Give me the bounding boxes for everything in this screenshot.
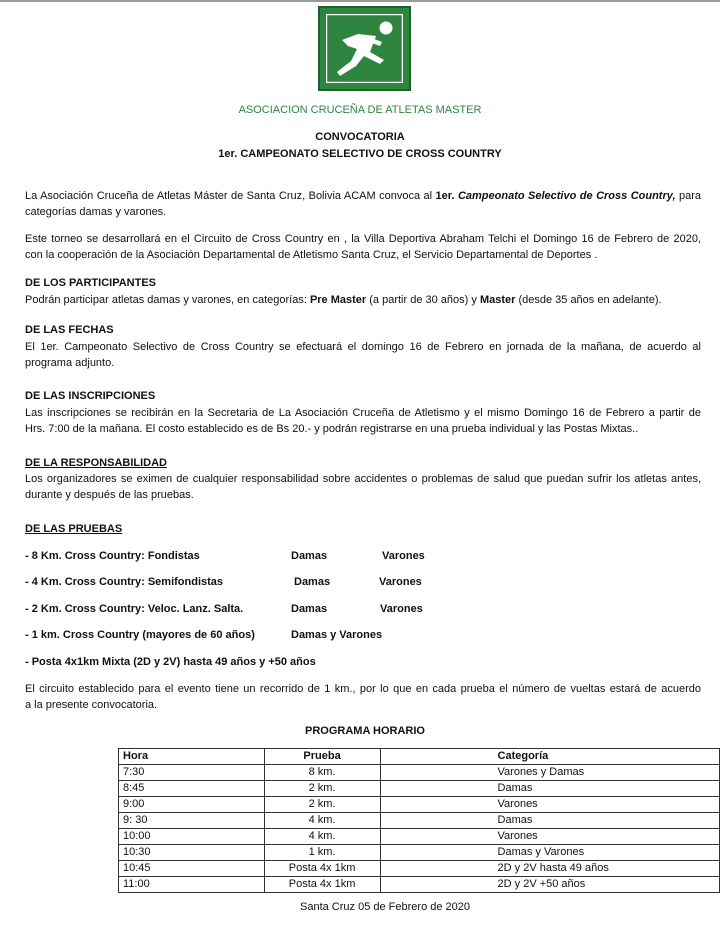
cell-hora: 9: 30 — [119, 813, 265, 829]
intro-line-1: La Asociación Cruceña de Atletas Máster de Santa Cruz, Bolivia ACAM convoca al 1er. Campeonato Selectivo de Cross Country, para — [25, 190, 701, 202]
venue-paragraph — [25, 231, 701, 263]
venue-line-1: Este torneo se desarrollará en el Circuito de Cross Country en , la Villa Deportiva Abraham Telchi el Domingo 16 de Febrero de 2020, — [25, 233, 701, 245]
inscripciones-line-1: Las inscripciones se recibirán en la Secretaria de La Asociación Cruceña de Atletismo y el mismo Domingo 16 de Febrero a partir de — [25, 407, 701, 419]
cell-prueba: 4 km. — [264, 829, 380, 845]
column-header-prueba: Prueba — [264, 749, 380, 765]
table-header-row — [119, 749, 720, 765]
inscripciones-paragraph — [25, 405, 701, 437]
cell-hora: 11:00 — [119, 877, 265, 893]
cell-hora: 8:45 — [119, 781, 265, 797]
table-row — [119, 829, 720, 845]
fechas-heading: DE LAS FECHAS — [25, 324, 114, 336]
doc-title: CONVOCATORIA — [315, 131, 405, 143]
prueba-cat-damas: Damas — [294, 576, 331, 588]
cell-categoria: Varones — [380, 797, 719, 813]
responsabilidad-paragraph — [25, 471, 701, 503]
participantes-heading: DE LOS PARTICIPANTES — [25, 277, 156, 289]
prueba-name: - 8 Km. Cross Country: Fondistas — [25, 550, 200, 562]
fechas-line-1: El 1er. Campeonato Selectivo de Cross Country se efectuará el domingo 16 de Febrero en jornada de la mañana, de acuerdo al — [25, 341, 701, 353]
table-row — [119, 765, 720, 781]
cell-categoria: 2D y 2V hasta 49 años — [380, 861, 719, 877]
table-row — [119, 781, 720, 797]
cell-prueba: 1 km. — [264, 845, 380, 861]
document-date: Santa Cruz 05 de Febrero de 2020 — [300, 901, 471, 913]
cell-prueba: 8 km. — [264, 765, 380, 781]
cell-prueba: Posta 4x 1km — [264, 877, 380, 893]
circuito-paragraph — [25, 681, 701, 713]
cell-categoria: Damas — [380, 813, 719, 829]
prueba-cat-damas: Damas — [291, 550, 328, 562]
prueba-name: - 1 km. Cross Country (mayores de 60 años) — [25, 629, 255, 641]
prueba-cat-damas: Damas — [291, 603, 328, 615]
participantes-text: Podrán participar atletas damas y varones, en categorías: Pre Master (a partir de 30 años) y Master (desde 35 años en adelante). — [25, 294, 662, 306]
table-row — [119, 813, 720, 829]
cell-categoria: Damas y Varones — [380, 845, 719, 861]
cell-prueba: 2 km. — [264, 781, 380, 797]
cell-categoria: Varones y Damas — [380, 765, 719, 781]
table-row — [119, 877, 720, 893]
cell-categoria: Damas — [380, 781, 719, 797]
cell-hora: 10:45 — [119, 861, 265, 877]
fechas-line-2: programa adjunto. — [25, 357, 115, 369]
column-header-hora: Hora — [119, 749, 265, 765]
circuito-line-1: El circuito establecido para el evento tiene un recorrido de 1 km., por lo que en cada prueba el número de vueltas estará de acuerdo — [25, 683, 701, 695]
inscripciones-line-2: Hrs. 7:00 de la mañana. El costo establecido es de Bs 20.- y podrán registrarse en una prueba individual y las Postas Mixtas.. — [25, 423, 639, 435]
prueba-cat-both: Damas y Varones — [291, 629, 383, 641]
prueba-cat-varones: Varones — [382, 550, 425, 562]
logo — [318, 6, 411, 91]
pruebas-heading: DE LAS PRUEBAS — [25, 523, 123, 535]
responsabilidad-line-1: Los organizadores se eximen de cualquier responsabilidad sobre accidentes o problemas de salud que puedan sufrir los atletas antes, — [25, 473, 701, 485]
prueba-cat-varones: Varones — [380, 603, 423, 615]
cell-hora: 10:00 — [119, 829, 265, 845]
schedule-table — [118, 748, 720, 893]
top-border — [0, 0, 720, 2]
table-row — [119, 861, 720, 877]
inscripciones-heading: DE LAS INSCRIPCIONES — [25, 390, 156, 402]
circuito-line-2: a la presente convocatoria. — [25, 699, 158, 711]
intro-paragraph — [25, 188, 701, 220]
responsabilidad-heading: DE LA RESPONSABILIDAD — [25, 457, 167, 469]
cell-categoria: 2D y 2V +50 años — [380, 877, 719, 893]
org-name: ASOCIACION CRUCEÑA DE ATLETAS MASTER — [238, 104, 482, 116]
column-header-categoria: Categoría — [380, 749, 719, 765]
cell-hora: 7:30 — [119, 765, 265, 781]
venue-line-2: con la cooperación de la Asociación Departamental de Atletismo Santa Cruz, el Servicio Departamental de Deportes . — [25, 249, 598, 261]
table-row — [119, 845, 720, 861]
cell-prueba: 2 km. — [264, 797, 380, 813]
prueba-name: - Posta 4x1km Mixta (2D y 2V) hasta 49 años y +50 años — [25, 656, 316, 668]
prueba-name: - 2 Km. Cross Country: Veloc. Lanz. Salta. — [25, 603, 244, 615]
cell-hora: 9:00 — [119, 797, 265, 813]
cell-prueba: Posta 4x 1km — [264, 861, 380, 877]
programa-heading: PROGRAMA HORARIO — [305, 725, 425, 737]
cell-hora: 10:30 — [119, 845, 265, 861]
runner-icon — [326, 14, 403, 83]
intro-line-2: categorías damas y varones. — [25, 206, 167, 218]
prueba-name: - 4 Km. Cross Country: Semifondistas — [25, 576, 224, 588]
table-row — [119, 797, 720, 813]
doc-subtitle: 1er. CAMPEONATO SELECTIVO DE CROSS COUNTRY — [218, 148, 502, 160]
fechas-paragraph — [25, 339, 701, 371]
cell-categoria: Varones — [380, 829, 719, 845]
responsabilidad-line-2: durante y después de las pruebas. — [25, 489, 194, 501]
prueba-cat-varones: Varones — [379, 576, 422, 588]
cell-prueba: 4 km. — [264, 813, 380, 829]
